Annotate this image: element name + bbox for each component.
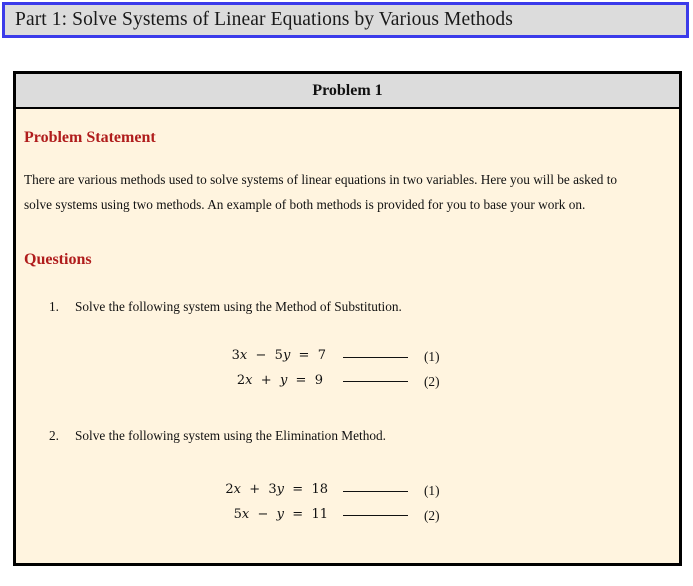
equation-tag: (2) bbox=[424, 374, 440, 389]
statement-line: There are various methods used to solve systems of linear equations in two variables. Here you will be asked to bbox=[24, 172, 618, 187]
equation-row bbox=[166, 373, 323, 393]
equation-lhs: 5x − y = 11 bbox=[233, 507, 328, 522]
question-item bbox=[49, 299, 402, 315]
equation-rule bbox=[343, 515, 408, 516]
part-header bbox=[2, 2, 689, 38]
problem-title-bar bbox=[16, 74, 679, 109]
equation-rule bbox=[343, 381, 408, 382]
equation-lhs: 3x − 5y = 7 bbox=[231, 348, 326, 363]
question-text: Solve the following system using the Elimination Method. bbox=[75, 428, 386, 443]
equation-rule bbox=[343, 357, 408, 358]
equation-tag: (2) bbox=[424, 508, 440, 523]
equation-row bbox=[166, 482, 328, 502]
equation-row bbox=[166, 507, 328, 527]
statement-line: solve systems using two methods. An example of both methods is provided for you to base your work on. bbox=[24, 197, 586, 212]
problem-statement-heading: Problem Statement bbox=[24, 129, 156, 146]
equation-rule bbox=[343, 491, 408, 492]
question-item bbox=[49, 428, 386, 444]
part-title: Part 1: Solve Systems of Linear Equations by Various Methods bbox=[15, 9, 513, 30]
question-number: 2. bbox=[49, 428, 59, 443]
equation-lhs: 2x + 3y = 18 bbox=[225, 482, 328, 497]
question-number: 1. bbox=[49, 299, 59, 314]
equation-row bbox=[166, 348, 326, 368]
problem-label: Problem 1 bbox=[312, 81, 383, 99]
problem-statement-text bbox=[24, 167, 674, 217]
questions-heading: Questions bbox=[24, 251, 92, 268]
problem-box bbox=[13, 71, 682, 566]
equation-tag: (1) bbox=[424, 483, 440, 498]
question-text: Solve the following system using the Method of Substitution. bbox=[75, 299, 402, 314]
equation-lhs: 2x + y = 9 bbox=[236, 373, 323, 388]
equation-tag: (1) bbox=[424, 349, 440, 364]
